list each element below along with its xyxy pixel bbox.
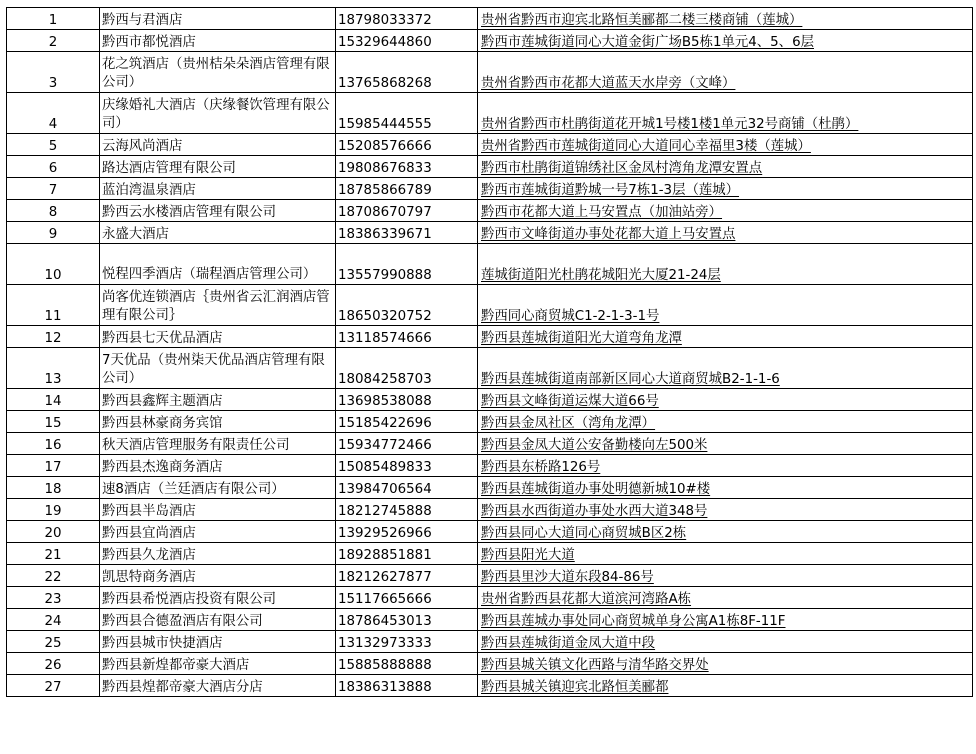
hotel-name-cell[interactable]: 蓝泊湾温泉酒店 (100, 178, 336, 200)
hotel-name-cell[interactable]: 秋天酒店管理服务有限责任公司 (100, 433, 336, 455)
address-cell[interactable] (478, 52, 973, 93)
hotel-name-cell[interactable]: 黔西县半岛酒店 (100, 499, 336, 521)
row-number-cell[interactable]: 15 (7, 411, 100, 433)
hotel-name-cell[interactable]: 凯思特商务酒店 (100, 565, 336, 587)
table-row (7, 477, 973, 499)
address-cell[interactable] (478, 675, 973, 697)
table-row (7, 653, 973, 675)
hotel-name-cell[interactable]: 黔西县新煌都帝豪大酒店 (100, 653, 336, 675)
address-text: 贵州省黔西市杜鹃街道花开城1号楼1楼1单元32号商铺（杜鹃） (481, 117, 859, 132)
table-row (7, 499, 973, 521)
address-text: 黔西市莲城街道黔城一号7栋1-3层（莲城） (481, 183, 740, 198)
row-number-cell[interactable]: 4 (7, 93, 100, 134)
address-cell[interactable] (478, 93, 973, 134)
phone-cell[interactable]: 18386313888 (336, 675, 478, 697)
phone-cell[interactable]: 13557990888 (336, 244, 478, 285)
hotel-name-cell[interactable]: 永盛大酒店 (100, 222, 336, 244)
address-text: 黔西同心商贸城C1-2-1-3-1号 (481, 309, 660, 324)
address-cell[interactable] (478, 521, 973, 543)
table-row (7, 587, 973, 609)
address-text: 黔西县金凤社区（湾角龙潭） (481, 416, 656, 431)
address-text: 黔西县莲城街道金凤大道中段 (481, 636, 656, 651)
row-number-cell[interactable]: 19 (7, 499, 100, 521)
address-cell[interactable] (478, 134, 973, 156)
hotel-table (6, 7, 973, 697)
hotel-name-cell[interactable]: 尚客优连锁酒店｛贵州省云汇润酒店管理有限公司｝ (100, 285, 336, 326)
hotel-name-cell[interactable]: 黔西县杰逸商务酒店 (100, 455, 336, 477)
table-row (7, 8, 973, 30)
address-cell[interactable] (478, 178, 973, 200)
row-number-cell[interactable]: 27 (7, 675, 100, 697)
address-text: 黔西县同心大道同心商贸城B区2栋 (481, 526, 687, 541)
address-text: 黔西市莲城街道同心大道金街广场B5栋1单元4、5、6层 (481, 35, 814, 50)
address-cell[interactable] (478, 389, 973, 411)
hotel-name-cell[interactable]: 花之筑酒店（贵州桔朵朵酒店管理有限公司） (100, 52, 336, 93)
address-cell[interactable] (478, 653, 973, 675)
row-number-cell[interactable]: 9 (7, 222, 100, 244)
row-number-cell[interactable]: 12 (7, 326, 100, 348)
hotel-name-cell[interactable]: 路达酒店管理有限公司 (100, 156, 336, 178)
address-cell[interactable] (478, 30, 973, 52)
address-text: 黔西县文峰街道运煤大道66号 (481, 394, 659, 409)
hotel-name-cell[interactable]: 7天优品（贵州柒天优品酒店管理有限公司） (100, 348, 336, 389)
hotel-name-cell[interactable]: 黔西县煌都帝豪大酒店分店 (100, 675, 336, 697)
table-row (7, 134, 973, 156)
row-number-cell[interactable]: 10 (7, 244, 100, 285)
phone-cell[interactable]: 19808676833 (336, 156, 478, 178)
hotel-name-cell[interactable]: 黔西县久龙酒店 (100, 543, 336, 565)
address-cell[interactable] (478, 433, 973, 455)
row-number-cell[interactable]: 18 (7, 477, 100, 499)
address-text: 黔西县水西街道办事处水西大道348号 (481, 504, 708, 519)
address-text: 黔西县莲城街道南部新区同心大道商贸城B2-1-1-6 (481, 372, 780, 387)
table-row (7, 455, 973, 477)
hotel-name-cell[interactable]: 黔西县城市快捷酒店 (100, 631, 336, 653)
row-number-cell[interactable]: 20 (7, 521, 100, 543)
table-row (7, 675, 973, 697)
row-number-cell[interactable]: 14 (7, 389, 100, 411)
address-cell[interactable] (478, 326, 973, 348)
address-cell[interactable] (478, 565, 973, 587)
row-number-cell[interactable]: 23 (7, 587, 100, 609)
hotel-name-cell[interactable]: 云海风尚酒店 (100, 134, 336, 156)
address-cell[interactable] (478, 8, 973, 30)
phone-cell[interactable]: 13698538088 (336, 389, 478, 411)
table-row (7, 631, 973, 653)
table-row (7, 222, 973, 244)
phone-cell[interactable]: 18084258703 (336, 348, 478, 389)
hotel-table-body (7, 8, 973, 697)
address-text: 黔西市文峰街道办事处花都大道上马安置点 (481, 227, 736, 242)
address-text: 黔西县城关镇文化西路与清华路交界处 (481, 658, 709, 673)
row-number-cell[interactable]: 5 (7, 134, 100, 156)
row-number-cell[interactable]: 1 (7, 8, 100, 30)
phone-cell[interactable]: 15985444555 (336, 93, 478, 134)
table-row (7, 609, 973, 631)
phone-cell[interactable]: 15885888888 (336, 653, 478, 675)
address-cell[interactable] (478, 477, 973, 499)
table-row (7, 52, 973, 93)
phone-cell[interactable]: 18212745888 (336, 499, 478, 521)
address-cell[interactable] (478, 285, 973, 326)
hotel-name-cell[interactable]: 庆缘婚礼大酒店（庆缘餐饮管理有限公司） (100, 93, 336, 134)
hotel-name-cell[interactable]: 黔西市都悦酒店 (100, 30, 336, 52)
phone-cell[interactable]: 13984706564 (336, 477, 478, 499)
address-text: 黔西市杜鹃街道锦绣社区金凤村湾角龙潭安置点 (481, 161, 763, 176)
hotel-name-cell[interactable]: 黔西云水楼酒店管理有限公司 (100, 200, 336, 222)
phone-cell[interactable]: 13132973333 (336, 631, 478, 653)
phone-cell[interactable]: 18708670797 (336, 200, 478, 222)
row-number-cell[interactable]: 16 (7, 433, 100, 455)
address-cell[interactable] (478, 609, 973, 631)
row-number-cell[interactable]: 17 (7, 455, 100, 477)
row-number-cell[interactable]: 11 (7, 285, 100, 326)
address-text: 黔西县阳光大道 (481, 548, 575, 563)
row-number-cell[interactable]: 13 (7, 348, 100, 389)
phone-cell[interactable]: 18212627877 (336, 565, 478, 587)
phone-cell[interactable]: 15085489833 (336, 455, 478, 477)
row-number-cell[interactable]: 2 (7, 30, 100, 52)
address-cell[interactable] (478, 411, 973, 433)
hotel-name-cell[interactable]: 黔西县鑫辉主题酒店 (100, 389, 336, 411)
row-number-cell[interactable]: 8 (7, 200, 100, 222)
address-text: 黔西县莲城街道阳光大道弯角龙潭 (481, 331, 682, 346)
address-cell[interactable] (478, 587, 973, 609)
phone-cell[interactable]: 13929526966 (336, 521, 478, 543)
hotel-name-cell[interactable]: 黔西县希悦酒店投资有限公司 (100, 587, 336, 609)
address-text: 黔西县莲城街道办事处明德新城10#楼 (481, 482, 711, 497)
row-number-cell[interactable]: 3 (7, 52, 100, 93)
phone-cell[interactable]: 18386339671 (336, 222, 478, 244)
table-row (7, 200, 973, 222)
table-row (7, 156, 973, 178)
address-cell[interactable] (478, 631, 973, 653)
address-cell[interactable] (478, 543, 973, 565)
address-cell[interactable] (478, 499, 973, 521)
address-text: 黔西市花都大道上马安置点（加油站旁） (481, 205, 723, 220)
row-number-cell[interactable]: 22 (7, 565, 100, 587)
row-number-cell[interactable]: 25 (7, 631, 100, 653)
address-cell[interactable] (478, 348, 973, 389)
address-text: 黔西县里沙大道东段84-86号 (481, 570, 654, 585)
table-row (7, 348, 973, 389)
row-number-cell[interactable]: 26 (7, 653, 100, 675)
phone-cell[interactable]: 18786453013 (336, 609, 478, 631)
hotel-name-cell[interactable]: 黔西县七天优品酒店 (100, 326, 336, 348)
table-row (7, 543, 973, 565)
address-text: 贵州省黔西市莲城街道同心大道同心幸福里3楼（莲城） (481, 139, 811, 154)
address-cell[interactable] (478, 200, 973, 222)
table-row (7, 565, 973, 587)
phone-cell[interactable]: 15117665666 (336, 587, 478, 609)
table-row (7, 178, 973, 200)
address-text: 黔西县金凤大道公安备勤楼向左500米 (481, 438, 708, 453)
address-text: 黔西县东桥路126号 (481, 460, 601, 475)
hotel-name-cell[interactable]: 黔西县林豪商务宾馆 (100, 411, 336, 433)
address-text: 贵州省黔西市迎宾北路恒美郦都二楼三楼商铺（莲城） (481, 13, 803, 28)
hotel-name-cell[interactable]: 黔西县宜尚酒店 (100, 521, 336, 543)
phone-cell[interactable]: 18650320752 (336, 285, 478, 326)
table-row (7, 285, 973, 326)
row-number-cell[interactable]: 21 (7, 543, 100, 565)
phone-cell[interactable]: 18928851881 (336, 543, 478, 565)
address-cell[interactable] (478, 455, 973, 477)
hotel-name-cell[interactable]: 黔西县合德盈酒店有限公司 (100, 609, 336, 631)
table-row (7, 433, 973, 455)
address-text: 贵州省黔西县花都大道滨河湾路A栋 (481, 592, 692, 607)
hotel-name-cell[interactable]: 悦程四季酒店（瑞程酒店管理公司） (100, 244, 336, 285)
phone-cell[interactable]: 15329644860 (336, 30, 478, 52)
table-row (7, 521, 973, 543)
phone-cell[interactable]: 18785866789 (336, 178, 478, 200)
phone-cell[interactable]: 15934772466 (336, 433, 478, 455)
address-cell[interactable] (478, 156, 973, 178)
phone-cell[interactable]: 13765868268 (336, 52, 478, 93)
hotel-name-cell[interactable]: 黔西与君酒店 (100, 8, 336, 30)
address-text: 贵州省黔西市花都大道蓝天水岸旁（文峰） (481, 76, 736, 91)
table-row (7, 389, 973, 411)
phone-cell[interactable]: 15208576666 (336, 134, 478, 156)
phone-cell[interactable]: 13118574666 (336, 326, 478, 348)
address-text: 莲城街道阳光杜鹃花城阳光大厦21-24层 (481, 268, 721, 283)
row-number-cell[interactable]: 24 (7, 609, 100, 631)
address-cell[interactable] (478, 244, 973, 285)
table-row (7, 93, 973, 134)
phone-cell[interactable]: 18798033372 (336, 8, 478, 30)
phone-cell[interactable]: 15185422696 (336, 411, 478, 433)
table-row (7, 326, 973, 348)
address-text: 黔西县城关镇迎宾北路恒美郦都 (481, 680, 669, 695)
table-row (7, 244, 973, 285)
address-text: 黔西县莲城办事处同心商贸城单身公寓A1栋8F-11F (481, 614, 786, 629)
table-row (7, 411, 973, 433)
row-number-cell[interactable]: 6 (7, 156, 100, 178)
address-cell[interactable] (478, 222, 973, 244)
row-number-cell[interactable]: 7 (7, 178, 100, 200)
table-row (7, 30, 973, 52)
hotel-name-cell[interactable]: 速8酒店（兰廷酒店有限公司） (100, 477, 336, 499)
